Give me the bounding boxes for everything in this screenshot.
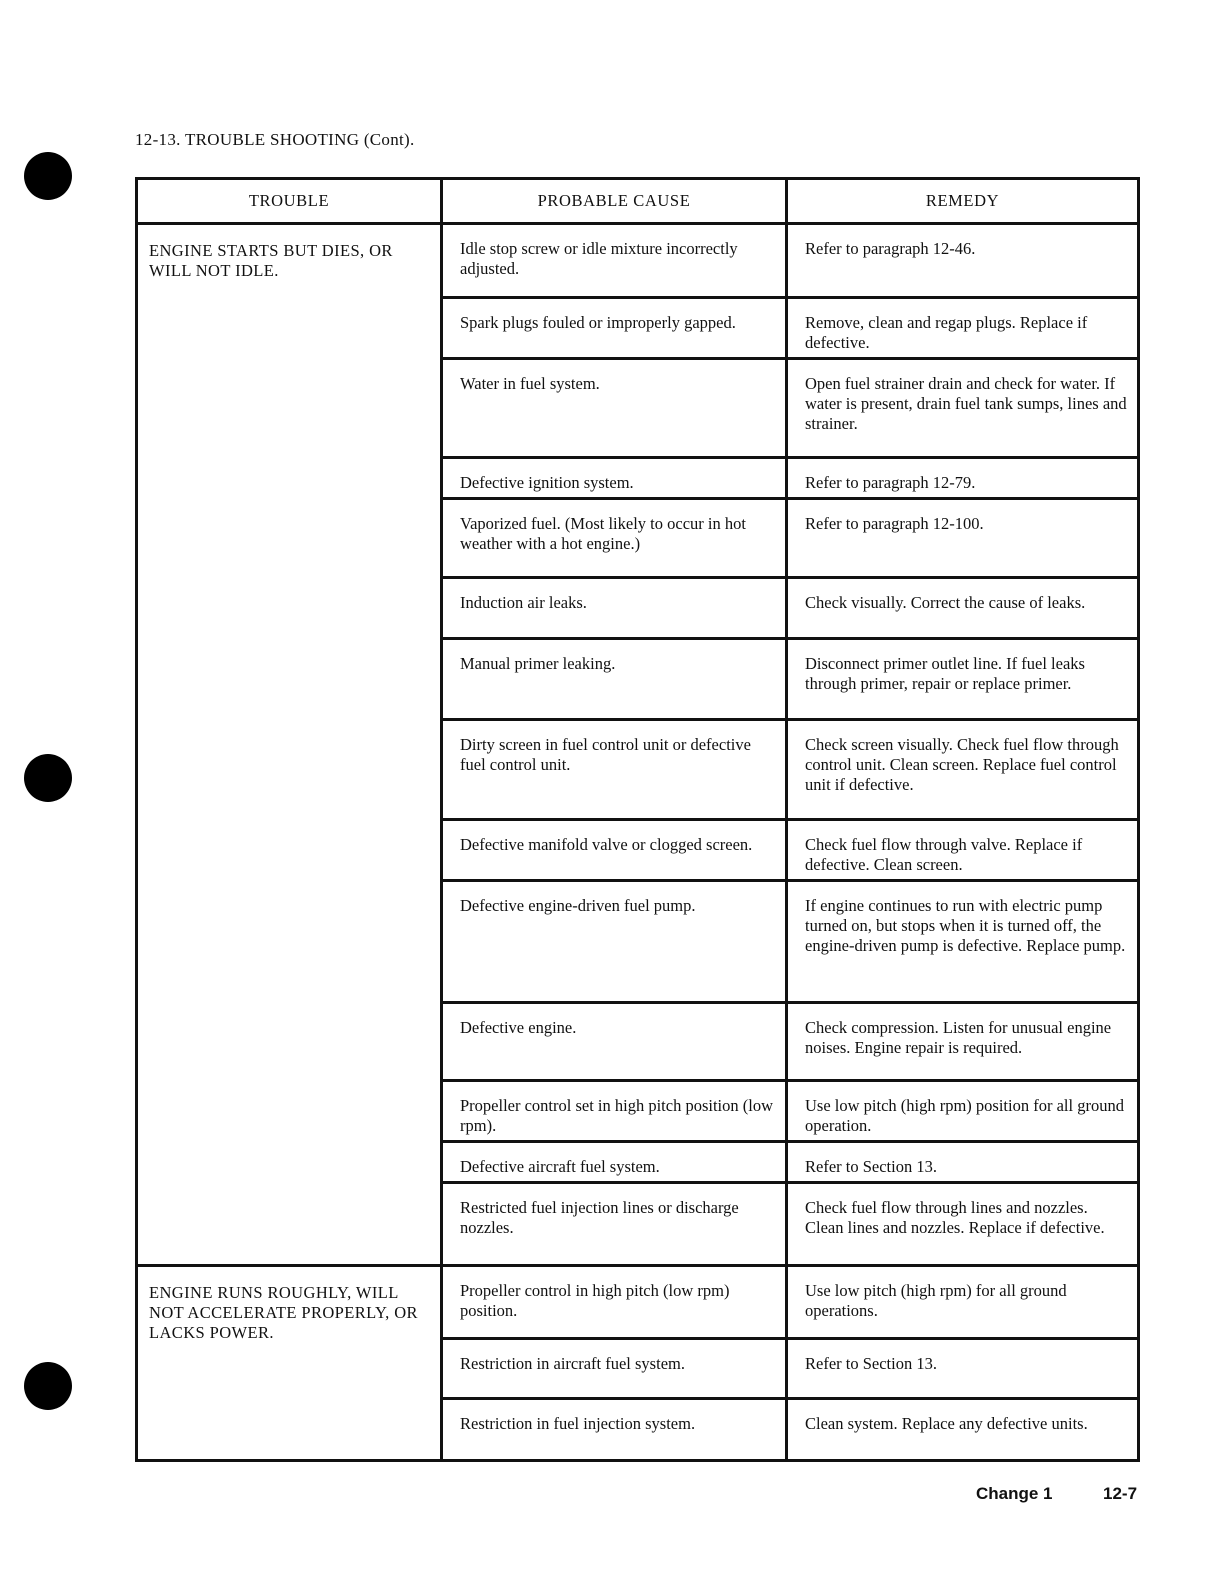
cause-cell: Defective ignition system.	[442, 458, 787, 499]
change-label: Change 1	[976, 1484, 1053, 1503]
page-number: 12-7	[1103, 1484, 1138, 1503]
cause-cell: Vaporized fuel. (Most likely to occur in hot weather with a hot engine.)	[442, 499, 787, 578]
trouble-cell: ENGINE STARTS BUT DIES, OR WILL NOT IDLE.	[137, 224, 442, 1266]
remedy-cell: Refer to paragraph 12-100.	[787, 499, 1139, 578]
cause-cell: Defective aircraft fuel system.	[442, 1142, 787, 1183]
remedy-cell: Use low pitch (high rpm) position for all ground operation.	[787, 1081, 1139, 1142]
remedy-cell: Clean system. Replace any defective units.	[787, 1399, 1139, 1461]
remedy-cell: Check fuel flow through lines and nozzles. Clean lines and nozzles. Replace if defective.	[787, 1183, 1139, 1266]
cause-cell: Defective engine.	[442, 1003, 787, 1081]
cause-cell: Propeller control set in high pitch position (low rpm).	[442, 1081, 787, 1142]
cause-cell: Restriction in aircraft fuel system.	[442, 1339, 787, 1399]
binder-hole-bottom	[24, 1362, 72, 1410]
cause-cell: Propeller control in high pitch (low rpm) position.	[442, 1266, 787, 1339]
remedy-cell: Check compression. Listen for unusual engine noises. Engine repair is required.	[787, 1003, 1139, 1081]
remedy-cell: Open fuel strainer drain and check for water. If water is present, drain fuel tank sumps, lines and strainer.	[787, 359, 1139, 458]
remedy-cell: If engine continues to run with electric pump turned on, but stops when it is turned off, the engine-driven pump is defective. Replace pump.	[787, 881, 1139, 1003]
table-row	[137, 224, 1139, 298]
cause-cell: Manual primer leaking.	[442, 639, 787, 720]
cause-cell: Induction air leaks.	[442, 578, 787, 639]
table-row	[137, 1266, 1139, 1339]
remedy-cell: Check screen visually. Check fuel flow through control unit. Clean screen. Replace fuel control unit if defective.	[787, 720, 1139, 820]
remedy-cell: Check visually. Correct the cause of leaks.	[787, 578, 1139, 639]
section-heading	[135, 130, 415, 150]
cause-cell: Dirty screen in fuel control unit or defective fuel control unit.	[442, 720, 787, 820]
cause-cell: Defective engine-driven fuel pump.	[442, 881, 787, 1003]
cause-cell: Restricted fuel injection lines or discharge nozzles.	[442, 1183, 787, 1266]
binder-hole-middle	[24, 754, 72, 802]
header-remedy: REMEDY	[787, 179, 1139, 224]
cause-cell: Water in fuel system.	[442, 359, 787, 458]
cause-cell: Defective manifold valve or clogged screen.	[442, 820, 787, 881]
table-header-row	[137, 179, 1139, 224]
remedy-cell: Refer to Section 13.	[787, 1339, 1139, 1399]
remedy-cell: Disconnect primer outlet line. If fuel leaks through primer, repair or replace primer.	[787, 639, 1139, 720]
cause-cell: Restriction in fuel injection system.	[442, 1399, 787, 1461]
remedy-cell: Check fuel flow through valve. Replace if defective. Clean screen.	[787, 820, 1139, 881]
remedy-cell: Refer to paragraph 12-79.	[787, 458, 1139, 499]
header-probable-cause: PROBABLE CAUSE	[442, 179, 787, 224]
troubleshooting-table	[135, 177, 1140, 1462]
cause-cell: Idle stop screw or idle mixture incorrectly adjusted.	[442, 224, 787, 298]
section-title: TROUBLE SHOOTING (Cont).	[184, 130, 415, 149]
remedy-cell: Refer to Section 13.	[787, 1142, 1139, 1183]
section-number: 12-13.	[135, 130, 181, 149]
header-trouble: TROUBLE	[137, 179, 442, 224]
remedy-cell: Remove, clean and regap plugs. Replace if defective.	[787, 298, 1139, 359]
binder-hole-top	[24, 152, 72, 200]
remedy-cell: Use low pitch (high rpm) for all ground operations.	[787, 1266, 1139, 1339]
trouble-cell: ENGINE RUNS ROUGHLY, WILL NOT ACCELERATE PROPERLY, OR LACKS POWER.	[137, 1266, 442, 1461]
cause-cell: Spark plugs fouled or improperly gapped.	[442, 298, 787, 359]
remedy-cell: Refer to paragraph 12-46.	[787, 224, 1139, 298]
